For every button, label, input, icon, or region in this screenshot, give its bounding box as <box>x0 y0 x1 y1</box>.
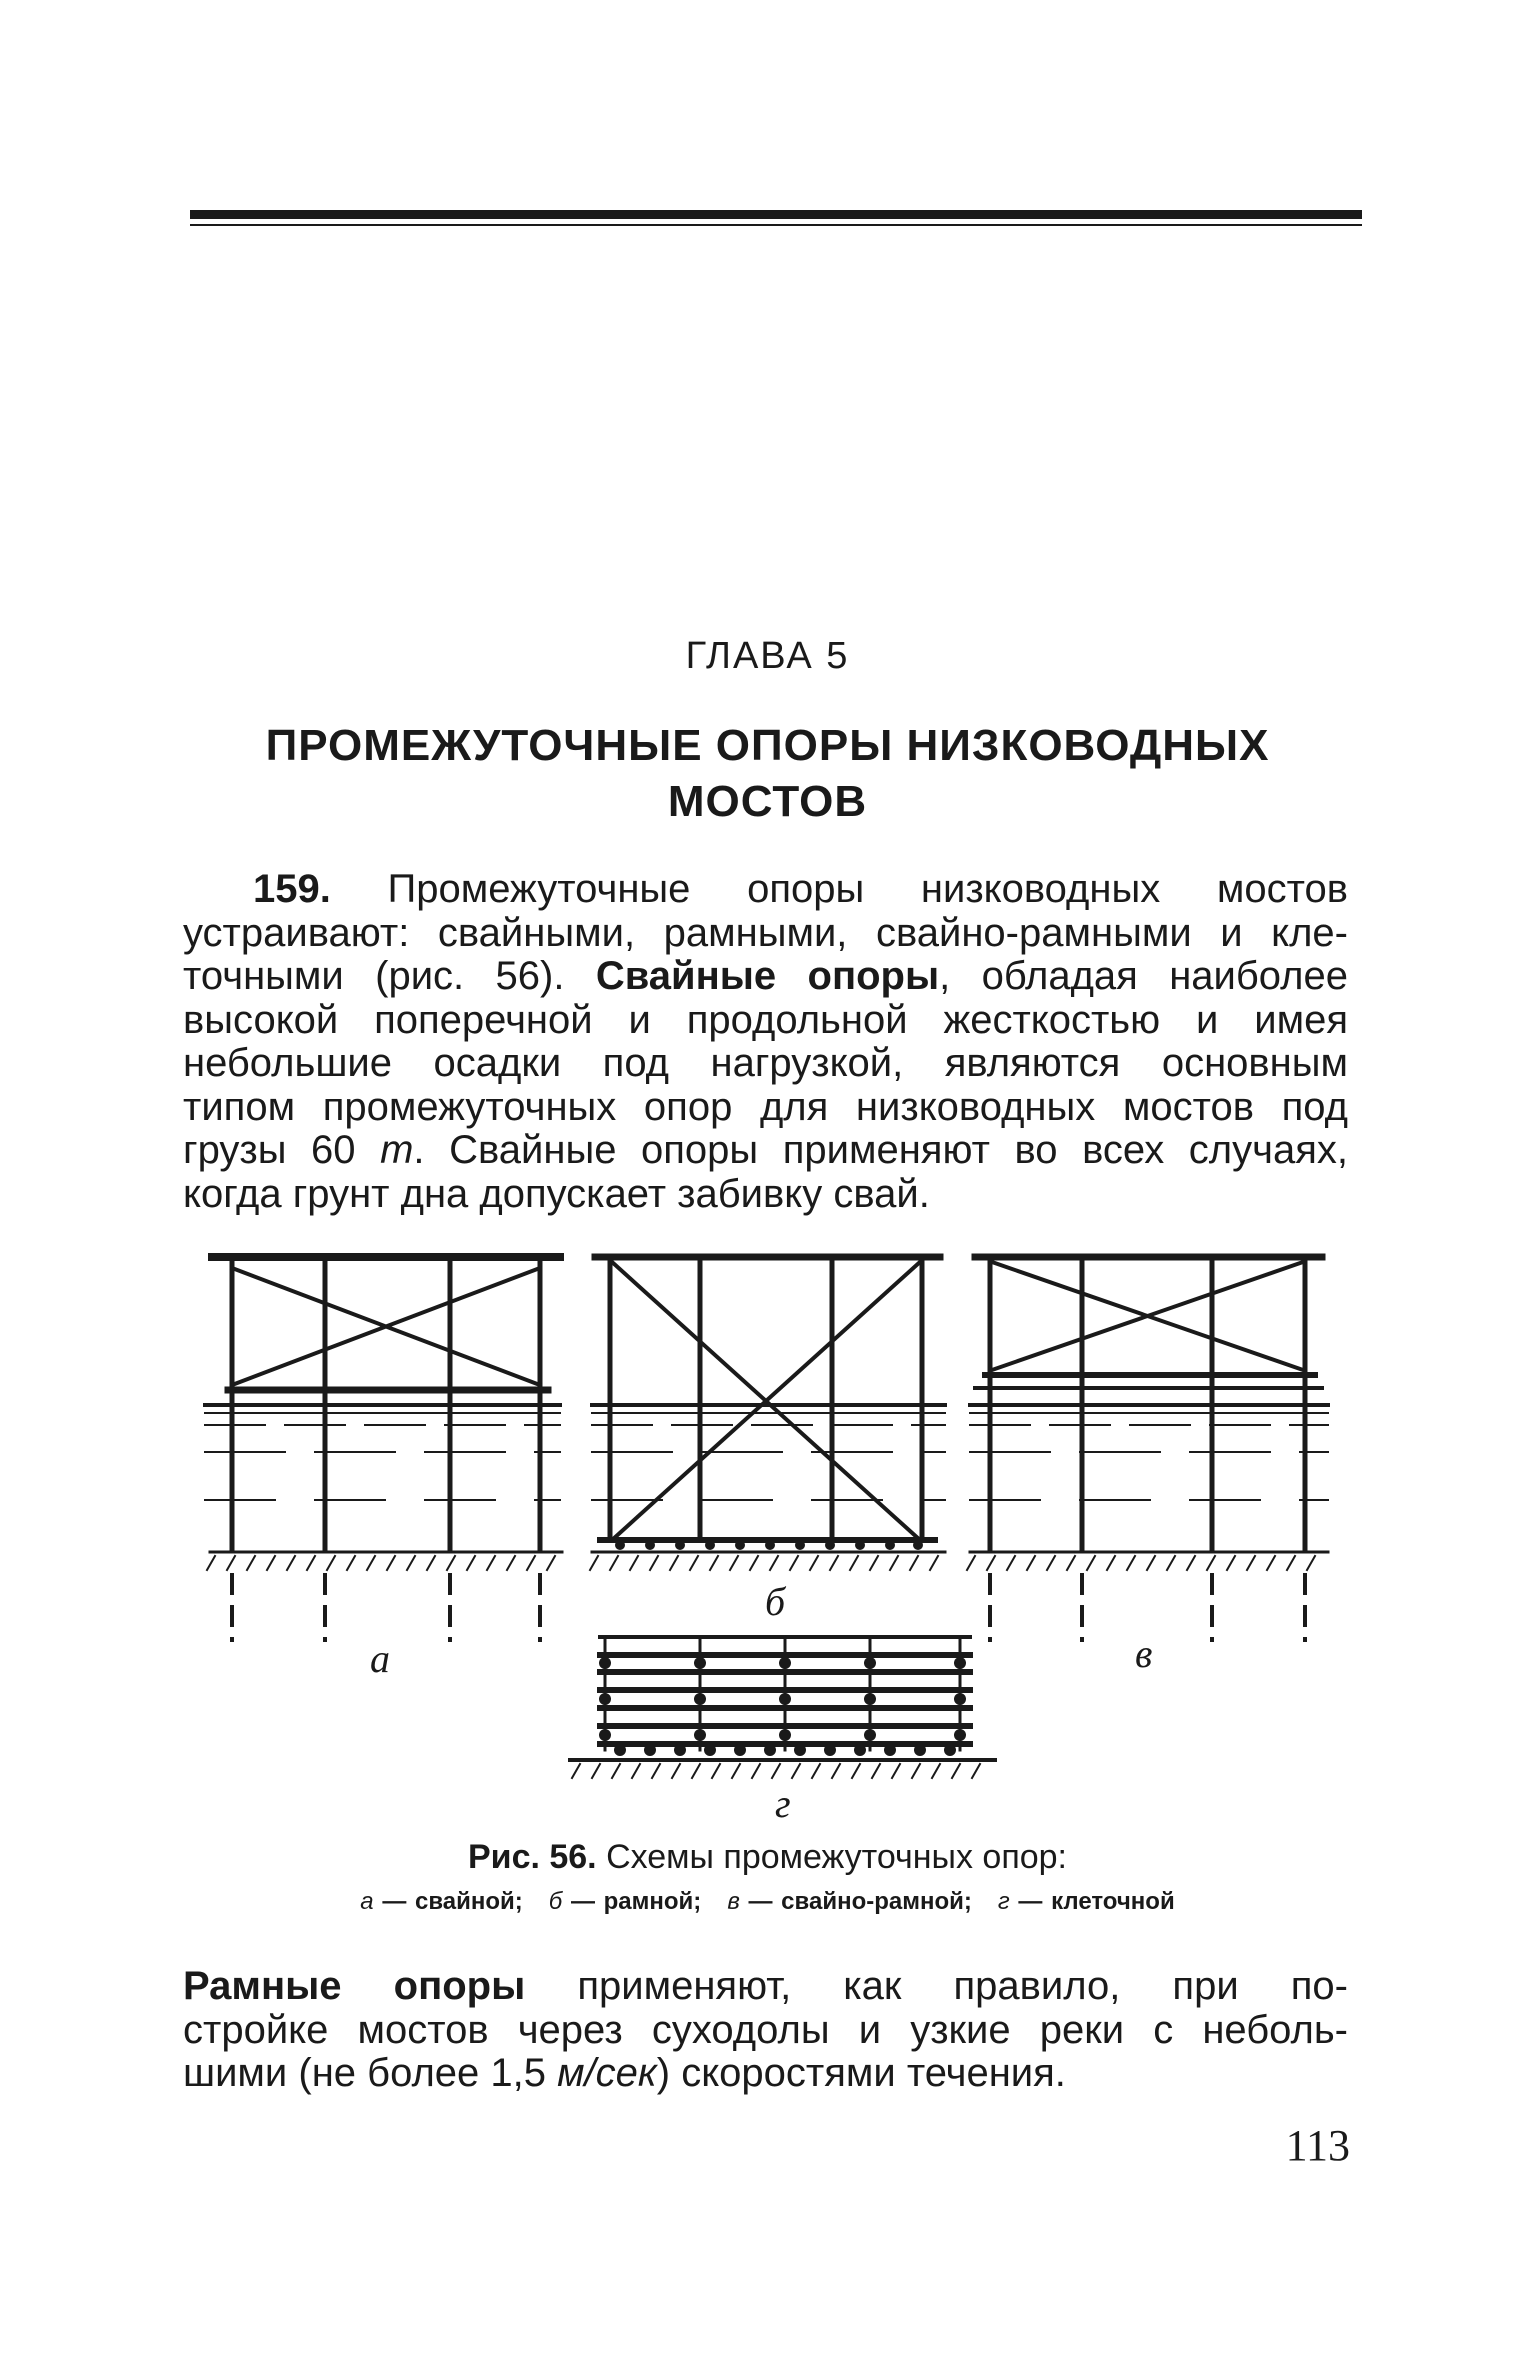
paragraph-frame-supports <box>183 1965 1348 2096</box>
paragraph-line: 159. Промежуточные опоры низководных мостов <box>253 867 1348 911</box>
unit-tonnes: т <box>380 1128 414 1172</box>
label-b: б <box>765 1579 786 1624</box>
paragraph-line: типом промежуточных опор для низководных мостов под <box>183 1084 1348 1129</box>
unit-speed: м/сек <box>557 2051 657 2095</box>
paragraph-line: грузы 60 т. Свайные опоры применяют во всех случаях, <box>183 1128 1348 1172</box>
paragraph-line: точными (рис. 56). Свайные опоры, обладая наиболее <box>183 954 1348 998</box>
paragraph-number: 159. <box>253 867 331 911</box>
label-g: г <box>775 1781 791 1826</box>
page-number: 113 <box>1285 2121 1350 2170</box>
paragraph-line: когда грунт дна допускает забивку свай. <box>183 1171 930 1216</box>
label-a: а <box>370 1636 390 1681</box>
diagram-g-crib <box>570 1637 995 1778</box>
diagram-v-pile-frame <box>967 1257 1328 1640</box>
paragraph-line: шими (не более 1,5 м/сек) скоростями течения. <box>183 2051 1066 2095</box>
bold-term: Рамные опоры <box>183 1964 526 2008</box>
paragraph-line: стройке мостов через суходолы и узкие реки с неболь- <box>183 2007 1348 2052</box>
figure-caption: Рис. 56. Схемы промежуточных опор: <box>467 1838 1067 1876</box>
chapter-heading: ГЛАВА 5 <box>685 635 850 677</box>
paragraph-line: небольшие осадки под нагрузкой, являются основным <box>183 1041 1348 1085</box>
figure-legend: а — свайной; б — рамной; в — свайно-рамной; г — клеточной <box>360 1888 1175 1915</box>
bold-term: Свайные опоры <box>595 954 940 998</box>
caption-prefix: Рис. 56. <box>467 1838 597 1876</box>
paragraph-line: высокой поперечной и продольной жесткостью и имея <box>183 997 1348 1042</box>
chapter-title-line2: МОСТОВ <box>667 777 868 826</box>
chapter-title-line1: ПРОМЕЖУТОЧНЫЕ ОПОРЫ НИЗКОВОДНЫХ <box>265 721 1270 770</box>
paragraph-line: устраивают: свайными, рамными, свайно-рамными и кле- <box>183 910 1348 955</box>
label-v: в <box>1135 1631 1153 1676</box>
paragraph-line: Рамные опоры применяют, как правило, при по- <box>183 1964 1348 2008</box>
diagram-b-frame <box>590 1257 945 1570</box>
diagram-a-pile <box>205 1257 562 1640</box>
